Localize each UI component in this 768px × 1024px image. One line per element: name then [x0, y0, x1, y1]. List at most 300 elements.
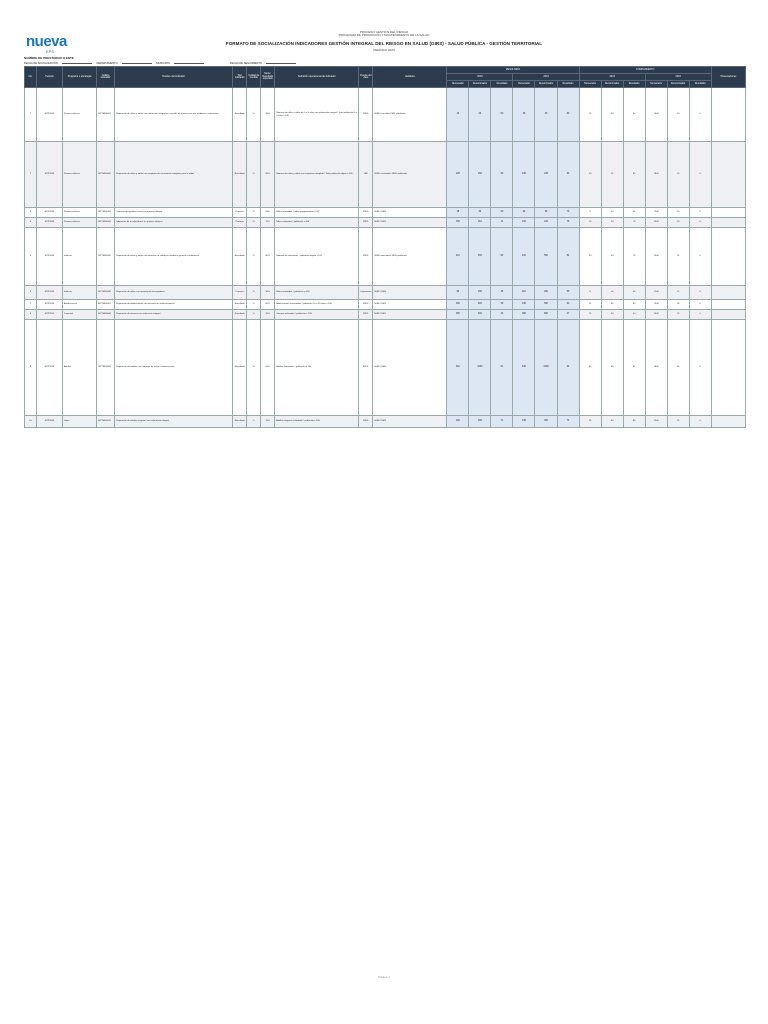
cell-value: 30 [535, 88, 557, 142]
table-row [25, 300, 746, 310]
table-row [25, 142, 746, 208]
cell-value: 70 [623, 218, 645, 228]
cell-tipo: Proceso [233, 208, 247, 218]
cell-value: 25 [667, 228, 689, 286]
cell-code: SIPTM00002 [97, 142, 115, 208]
cell-code: SIPTM00010 [97, 416, 115, 428]
cell-meta: 95% [261, 142, 275, 208]
cell-value: 320 [447, 416, 469, 428]
cell-code: SIPTM00004 [97, 218, 115, 228]
cell-value: 10 [667, 88, 689, 142]
indicators-table [24, 66, 746, 428]
cell-observaciones[interactable] [711, 300, 745, 310]
cell-value: 60 [491, 208, 513, 218]
cell-observaciones[interactable] [711, 142, 745, 208]
cell-n: 10 [25, 416, 37, 428]
cell-value: 74 [557, 416, 579, 428]
cell-value: 20 [579, 142, 601, 208]
cell-value: 335 [513, 416, 535, 428]
table-row [25, 218, 746, 228]
cell-src: RIPS [359, 300, 373, 310]
cell-name: Proporción de adultos mayores con valoración integral [115, 416, 233, 428]
col-sub: Numerador [645, 81, 667, 88]
cell-value: 520 [535, 300, 557, 310]
cell-value: 55 [557, 286, 579, 300]
cell-value: 20 [667, 218, 689, 228]
cell-value: 12 [667, 286, 689, 300]
cell-n: 7 [25, 300, 37, 310]
cell-value: 94 [557, 142, 579, 208]
cell-def: Número de atenciones / población objeto x 100 [275, 228, 359, 286]
cell-value: 22 [667, 416, 689, 428]
cell-value: 245 [535, 142, 557, 208]
cell-value: 76 [557, 218, 579, 228]
cell-vars: NUM / DEN [373, 208, 447, 218]
cell-prog: Primera infancia [63, 88, 97, 142]
col-sub: Denominador [535, 81, 557, 88]
table-row [25, 228, 746, 286]
table-body [25, 88, 746, 428]
cell-code: SIPTM00006 [97, 286, 115, 300]
cell-tipo: Resultado [233, 228, 247, 286]
cell-src: RIPS [359, 310, 373, 320]
cell-value: 18 [447, 208, 469, 218]
cell-n: 3 [25, 208, 37, 218]
cell-value: 25 [579, 416, 601, 428]
col-sub: Denominador [469, 81, 491, 88]
cell-meta: 70% [261, 218, 275, 228]
cell-name: Proporción de niños y niñas con esquema de vacunación completo para la edad [115, 142, 233, 208]
header-line-2: PROGRAMA DE PROMOCIÓN Y MANTENIMIENTO DE LA SALUD [338, 33, 430, 37]
col-cum-2024: 2024 [645, 74, 711, 81]
cell-vars: NUM / DEN [373, 286, 447, 300]
meta-seguimiento-label: FECHA DE SEGUIMIENTO [230, 62, 262, 65]
cell-vars: NUM / DEN [373, 218, 447, 228]
cell-def: Número de niños y niñas de 0 a 5 años con valoración integral / Total población 0 a 5 años x 100 [275, 88, 359, 142]
cell-name: Proporción de jóvenes con valoración integral [115, 310, 233, 320]
cell-um: % [247, 320, 261, 416]
cell-n: 8 [25, 310, 37, 320]
cell-value: 230 [513, 142, 535, 208]
table-row [25, 416, 746, 428]
cell-value: 40 [579, 320, 601, 416]
cell-tipo: Resultado [233, 142, 247, 208]
cell-tipo: Resultado [233, 300, 247, 310]
cell-value: 225 [447, 142, 469, 208]
cell-value: 30 [535, 208, 557, 218]
cell-um: % [247, 208, 261, 218]
meta-muni-field[interactable] [174, 63, 204, 64]
cell-code: SIPTM00005 [97, 228, 115, 286]
meta-fecha-label: FECHA DE SOCIALIZACIÓN [24, 62, 58, 65]
cell-value: 7400 [645, 228, 667, 286]
cell-value: 45 [491, 286, 513, 300]
col-sub: Numerador [447, 81, 469, 88]
col-sub: Denominador [601, 81, 623, 88]
cell-value: 450 [535, 416, 557, 428]
col-sub: Resultado [491, 81, 513, 88]
cell-value: 60 [601, 320, 623, 416]
cell-observaciones[interactable] [711, 228, 745, 286]
col-res-2024: 2024 [513, 74, 579, 81]
cell-vars: NUM / DEN [373, 320, 447, 416]
cell-p: MTP2024 [37, 320, 63, 416]
cell-value: 15 [667, 142, 689, 208]
cell-value: 7000 [645, 218, 667, 228]
cell-value: 250 [469, 142, 491, 208]
cell-n: 6 [25, 286, 37, 300]
cell-value: 83 [623, 416, 645, 428]
cell-def: Número de niños y niñas con esquema completo / Total población objeto x 100 [275, 142, 359, 208]
cell-value: 0 [689, 300, 711, 310]
cell-value: 60 [623, 88, 645, 142]
meta-muni-label: MUNICIPIO [156, 62, 171, 65]
cell-observaciones[interactable] [711, 208, 745, 218]
col-definicion: Definición operacional del indicador [275, 67, 359, 88]
cell-value: 16 [601, 286, 623, 300]
cell-value: 0 [689, 88, 711, 142]
cell-vars: NUM / DEN [373, 310, 447, 320]
cell-value: 30 [601, 416, 623, 428]
cell-prog: Primera infancia [63, 142, 97, 208]
table-row [25, 88, 746, 142]
cell-n: 9 [25, 320, 37, 416]
cell-name: Proporción de niños y niñas con atención en salud por medicina general o enfermería [115, 228, 233, 286]
cell-code: SIPTM00007 [97, 300, 115, 310]
cell-value: 200 [535, 286, 557, 300]
col-sub: Resultado [557, 81, 579, 88]
cell-value: 10 [447, 88, 469, 142]
meta-depto-field[interactable] [122, 63, 152, 64]
cell-value: 7200 [645, 208, 667, 218]
cell-value: 50 [491, 88, 513, 142]
cell-def: Jóvenes valorados / población x 100 [275, 310, 359, 320]
cell-value: 30 [667, 320, 689, 416]
cell-src: RIPS [359, 88, 373, 142]
cell-n: 4 [25, 218, 37, 228]
cell-code: SIPTM00001 [97, 88, 115, 142]
cell-value: 8 [579, 286, 601, 300]
col-observaciones: Observaciones [711, 67, 745, 88]
cell-tipo: Resultado [233, 320, 247, 416]
document-title: FORMATO DE SOCIALIZACIÓN INDICADORES GESTIÓN INTEGRAL DEL RIESGO EN SALUD (GIRS) - SALUD PÚBLICA - GESTIÓN TERRITORIAL [225, 41, 543, 46]
cell-value: 420 [513, 228, 535, 286]
cell-value: 25 [513, 88, 535, 142]
cell-meta: 50% [261, 286, 275, 300]
cell-prog: Juventud [63, 310, 97, 320]
cell-vars: NUM: consultas DEN: población [373, 88, 447, 142]
cell-value: 10 [601, 208, 623, 218]
cell-value: 35 [601, 300, 623, 310]
cell-value: 63 [623, 300, 645, 310]
cell-value: 500 [469, 228, 491, 286]
cell-value: 450 [469, 416, 491, 428]
cell-value: 67 [623, 320, 645, 416]
cell-um: % [247, 300, 261, 310]
cell-value: 58 [491, 300, 513, 310]
cell-observaciones[interactable] [711, 88, 745, 142]
cell-value: 73 [557, 208, 579, 218]
cell-observaciones[interactable] [711, 218, 745, 228]
col-programa: Programa o estrategia [63, 67, 97, 88]
cell-tipo: Resultado [233, 88, 247, 142]
meta-seguimiento-field[interactable] [266, 63, 296, 64]
col-sub: Numerador [513, 81, 535, 88]
meta-prestador: NOMBRE DE PRESTADOR O ENTE [24, 56, 74, 60]
cell-value: 18 [667, 300, 689, 310]
cell-value: 7100 [645, 286, 667, 300]
cell-um: % [247, 310, 261, 320]
col-nombre: Nombre del indicador [115, 67, 233, 88]
col-cum-2023: 2023 [579, 74, 645, 81]
cell-value: 7300 [645, 300, 667, 310]
cell-value: 7600 [645, 320, 667, 416]
cell-value: 160 [513, 218, 535, 228]
cell-value: 7000 [645, 310, 667, 320]
meta-fecha-field[interactable] [62, 63, 92, 64]
cell-src: RIPS [359, 416, 373, 428]
cell-value: 16 [667, 310, 689, 320]
cell-code: SIPTM00008 [97, 310, 115, 320]
cell-value: 75 [623, 228, 645, 286]
col-cumplimiento: CUMPLIMIENTO [579, 67, 711, 74]
cell-value: 14 [579, 218, 601, 228]
table-row [25, 286, 746, 300]
cell-src: Laboratorio [359, 286, 373, 300]
cell-value: 63 [557, 300, 579, 310]
cell-n: 1 [25, 88, 37, 142]
cell-value: 61 [491, 320, 513, 416]
cell-p: MTP2024 [37, 208, 63, 218]
cell-prog: Adultez [63, 320, 97, 416]
cell-value: 22 [579, 300, 601, 310]
cell-src: RIPS [359, 208, 373, 218]
cell-name: Proporción de adolescentes con asesoría en anticoncepción [115, 300, 233, 310]
cell-value: 640 [513, 320, 535, 416]
cell-def: Niños tamizados / población x 100 [275, 286, 359, 300]
cell-prog: Primera infancia [63, 208, 97, 218]
cell-name: Tamizaje de agudeza visual en primera infancia [115, 208, 233, 218]
col-codigo: Código indicador [97, 67, 115, 88]
cell-value: 0 [689, 416, 711, 428]
cell-p: MTP2024 [37, 142, 63, 208]
cell-value: 110 [513, 286, 535, 300]
cell-code: SIPTM00009 [97, 320, 115, 416]
cell-tipo: Resultado [233, 416, 247, 428]
cell-vars: NUM: atenciones DEN: población [373, 228, 447, 286]
cell-p: MTP2024 [37, 88, 63, 142]
cell-observaciones[interactable] [711, 320, 745, 416]
cell-vars: NUM / DEN [373, 416, 447, 428]
cell-value: 0 [689, 320, 711, 416]
cell-name: Valoración de la salud bucal en primera infancia [115, 218, 233, 228]
cell-value: 30 [469, 208, 491, 218]
cell-value: 600 [535, 310, 557, 320]
col-periodo: Periodo [37, 67, 63, 88]
cell-um: % [247, 228, 261, 286]
cell-value: 0 [689, 142, 711, 208]
cell-prog: Infancia [63, 286, 97, 300]
cell-value: 30 [601, 310, 623, 320]
cell-prog: Vejez [63, 416, 97, 428]
cell-p: MTP2024 [37, 300, 63, 310]
cell-value: 0 [689, 208, 711, 218]
cell-value: 84 [557, 228, 579, 286]
cell-def: Adultos tamizados / población x 100 [275, 320, 359, 416]
cell-value: 0 [689, 218, 711, 228]
col-no: No. [25, 67, 37, 88]
cell-code: SIPTM00003 [97, 208, 115, 218]
cell-src: PAI [359, 142, 373, 208]
table-row [25, 208, 746, 218]
cell-src: RIPS [359, 320, 373, 416]
cell-src: RIPS [359, 218, 373, 228]
cell-value: 50 [623, 286, 645, 300]
cell-name: Proporción de niños con tamizaje de hemoglobina [115, 286, 233, 300]
document-period: PERIODO 2024 [373, 48, 395, 52]
cell-value: 7800 [645, 142, 667, 208]
cell-p: MTP2024 [37, 218, 63, 228]
cell-value: 210 [469, 218, 491, 228]
cell-value: 42 [491, 310, 513, 320]
meta-seguimiento [230, 62, 300, 65]
cell-value: 40 [601, 228, 623, 286]
cell-value: 83 [557, 88, 579, 142]
cell-value: 5 [579, 208, 601, 218]
cell-value: 90 [447, 286, 469, 300]
cell-um: % [247, 286, 261, 300]
cell-value: 47 [557, 310, 579, 320]
cell-um: % [247, 88, 261, 142]
cell-observaciones[interactable] [711, 310, 745, 320]
cell-src: RIPS [359, 228, 373, 286]
cell-value: 71 [491, 416, 513, 428]
cell-prog: Infancia [63, 228, 97, 286]
cell-meta: 50% [261, 310, 275, 320]
col-variables: Variables [373, 67, 447, 88]
page-footer: Página 1 [378, 975, 390, 979]
cell-um: % [247, 142, 261, 208]
cell-value: 410 [447, 228, 469, 286]
cell-value: 1000 [469, 320, 491, 416]
cell-value: 82 [491, 228, 513, 286]
cell-value: 330 [513, 300, 535, 310]
cell-value: 0 [689, 310, 711, 320]
col-sub: Numerador [579, 81, 601, 88]
cell-meta: 80% [261, 228, 275, 286]
cell-n: 5 [25, 228, 37, 286]
cell-value: 280 [513, 310, 535, 320]
cell-value: 90 [491, 142, 513, 208]
cell-value: 71 [491, 218, 513, 228]
cell-tipo: Proceso [233, 218, 247, 228]
cell-value: 250 [447, 310, 469, 320]
cell-meta: 80% [261, 88, 275, 142]
cell-value: 300 [447, 300, 469, 310]
col-sub: Denominador [667, 81, 689, 88]
col-tipo: Tipo indicador [233, 67, 247, 88]
cell-value: 30 [579, 228, 601, 286]
logo-subtext: EPS [46, 49, 55, 54]
cell-value: 200 [469, 286, 491, 300]
header-line-1: PROCESO GESTIÓN DEL RIESGO [359, 30, 409, 34]
col-res-2023: 2023 [447, 74, 513, 81]
table-row [25, 320, 746, 416]
cell-value: 7500 [645, 88, 667, 142]
cell-value: 83 [623, 142, 645, 208]
col-fuente: Fuente del dato [359, 67, 373, 88]
cell-value: 22 [513, 208, 535, 218]
cell-value: 20 [601, 218, 623, 228]
cell-value: 0 [689, 228, 711, 286]
cell-vars: NUM: vacunados DEN: población [373, 142, 447, 208]
cell-meta: 70% [261, 416, 275, 428]
cell-um: % [247, 218, 261, 228]
cell-value: 610 [447, 320, 469, 416]
cell-tipo: Resultado [233, 310, 247, 320]
col-sub: Resultado [623, 81, 645, 88]
cell-def: Niños tamizados / niños programados x 100 [275, 208, 359, 218]
cell-p: MTP2024 [37, 416, 63, 428]
cell-prog: Primera infancia [63, 218, 97, 228]
cell-def: Niños valorados / población x 100 [275, 218, 359, 228]
cell-name: Proporción de adultos con tamizaje de riesgo cardiovascular [115, 320, 233, 416]
cell-value: 150 [447, 218, 469, 228]
col-meta: Meta / Resultado esperado [261, 67, 275, 88]
cell-value: 15 [579, 310, 601, 320]
cell-meta: 60% [261, 320, 275, 416]
cell-value: 600 [469, 310, 491, 320]
cell-value: 210 [535, 218, 557, 228]
cell-meta: 60% [261, 208, 275, 218]
cell-um: % [247, 416, 261, 428]
cell-value: 64 [557, 320, 579, 416]
col-unidad: Unidad de medida [247, 67, 261, 88]
cell-value: 20 [601, 88, 623, 142]
table-row [25, 310, 746, 320]
cell-value: 12 [579, 88, 601, 142]
cell-value: 20 [469, 88, 491, 142]
meta-depto-label: DEPARTAMENTO [96, 62, 118, 65]
cell-observaciones[interactable] [711, 416, 745, 428]
cell-value: 500 [535, 228, 557, 286]
cell-value: 50 [623, 310, 645, 320]
cell-meta: 60% [261, 300, 275, 310]
cell-vars: NUM / DEN [373, 300, 447, 310]
cell-observaciones[interactable] [711, 286, 745, 300]
cell-value: 0 [689, 286, 711, 300]
cell-def: Adultos mayores valorados / población x 100 [275, 416, 359, 428]
cell-p: MTP2024 [37, 286, 63, 300]
cell-value: 520 [469, 300, 491, 310]
cell-tipo: Proceso [233, 286, 247, 300]
meta-fields [24, 62, 208, 65]
cell-value: 7500 [645, 416, 667, 428]
cell-value: 10 [667, 208, 689, 218]
cell-name: Proporción de niños y niñas con valoración integral en consulta de primera vez por medicina o enfermería [115, 88, 233, 142]
cell-value: 1000 [535, 320, 557, 416]
cell-prog: Adolescencia [63, 300, 97, 310]
cell-def: Adolescentes asesorados / población 10 a 19 años x 100 [275, 300, 359, 310]
col-sub: Resultado [689, 81, 711, 88]
cell-p: MTP2024 [37, 228, 63, 286]
cell-n: 2 [25, 142, 37, 208]
col-resultado: RESULTADO [447, 67, 579, 74]
cell-p: MTP2024 [37, 310, 63, 320]
cell-value: 50 [623, 208, 645, 218]
cell-value: 24 [601, 142, 623, 208]
nueva-eps-logo: nueva [26, 33, 67, 50]
